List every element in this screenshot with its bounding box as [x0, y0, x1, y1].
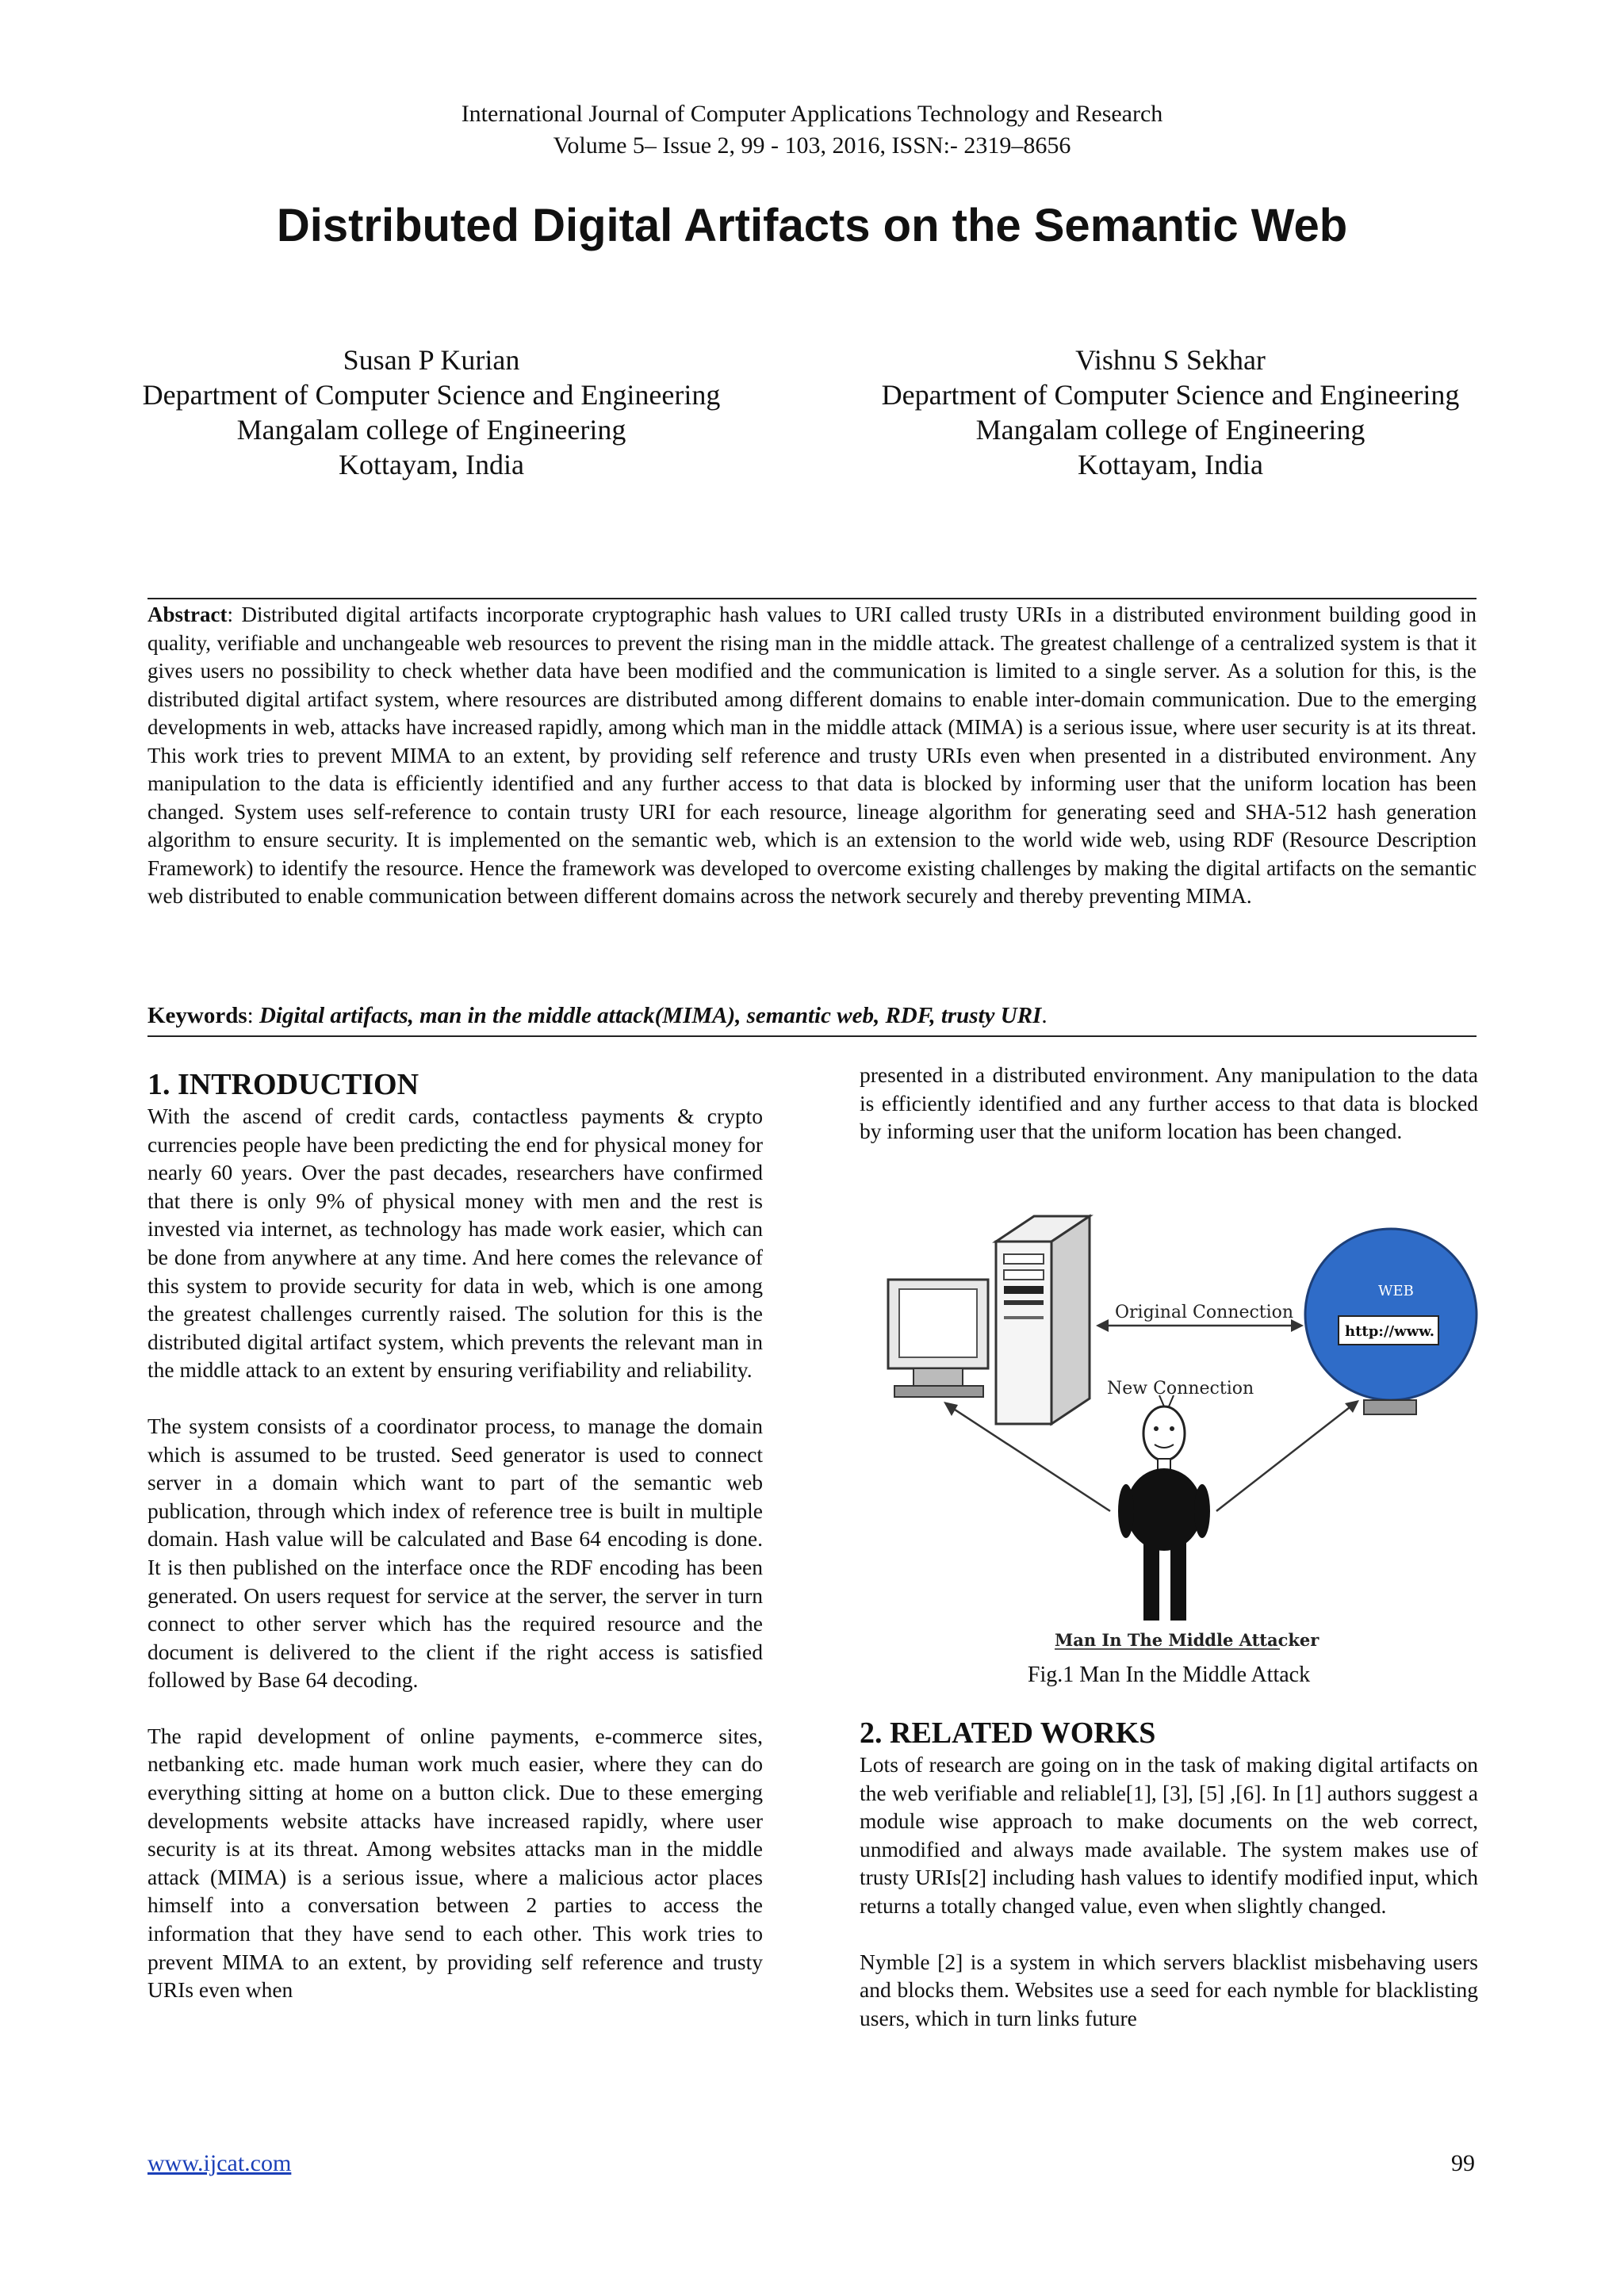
intro-paragraph-3: The rapid development of online payments, e-commerce sites, netbanking etc. made human work much easier, where they can do everything sitting at home on a button click. Due to these emerging developments website attacks have increased rapidly, where user security is at its threat. Among websites attacks man in the middle attack (MIMA) is a serious issue, where a malicious actor places himself into a conversation between 2 parties to access the information that they have send to each other. This work tries to prevent MIMA to an extent, by providing self reference and trusty URIs even when	[147, 1723, 763, 2003]
abstract-text: Distributed digital artifacts incorporate cryptographic hash values to URI called trusty URIs in a distributed environment building good in quality, verifiable and unchangeable web resources to prevent the rising man in the middle attack. The greatest challenge of a centralized system is that it gives users no possibility to check whether data have been modified and the communication is limited to a single server. As a solution for this, is the distributed digital artifact system, where resources are distributed among different domains to enable inter-domain communication. Due to the emerging developments in web, attacks have increased rapidly, among which man in the middle attack (MIMA) is a serious issue, where user security is at its threat. This work tries to prevent MIMA to an extent, by providing self reference and trusty URIs even when presented in a distributed environment. Any manipulation to the data is efficiently identified and any further access to that data is blocked by informing user that the uniform location has been changed. System uses self-reference to contain trusty URI for each resource, lineage algorithm for generating seed and SHA-512 hash generation algorithm to ensure security. It is implemented on the semantic web, which is an extension to the world wide web, using RDF (Resource Description Framework) to identify the resource. Hence the framework was developed to overcome existing challenges by making the digital artifacts on the semantic web distributed to enable communication between different domains across the network securely and thereby preventing MIMA.	[147, 603, 1477, 908]
author-place: Kottayam, India	[1078, 449, 1263, 480]
journal-volume: Volume 5– Issue 2, 99 - 103, 2016, ISSN:- 2319–8656	[553, 132, 1071, 159]
new-connection-label: New Connection	[1107, 1379, 1254, 1399]
keywords-bottom-rule	[147, 1035, 1477, 1037]
related-paragraph-2: Nymble [2] is a system in which servers blacklist misbehaving users and blocks them. Websites use a seed for each nymble for blacklisting users, which in turn links future	[860, 1949, 1478, 2030]
author-name: Susan P Kurian	[343, 344, 520, 376]
attacker-figure-icon	[1118, 1395, 1210, 1621]
author-place: Kottayam, India	[339, 449, 524, 480]
computer-monitor-icon	[888, 1280, 988, 1397]
keywords: Keywords: Digital artifacts, man in the middle attack(MIMA), semantic web, RDF, trusty URI.	[147, 1003, 1048, 1028]
paper-title: Distributed Digital Artifacts on the Semantic Web	[276, 200, 1348, 251]
right-column-top	[860, 1061, 1478, 1146]
page-number: 99	[1451, 2150, 1475, 2176]
related-paragraph-1: Lots of research are going on in the task of making digital artifacts on the web verifiable and reliable[1], [3], [5] ,[6]. In [1] authors suggest a module wise approach to make documents on the web correct, unmodified and always made available. The system makes use of trusty URIs[2] including hash values to identify modified input, which returns a totally changed value, even when slightly changed.	[860, 1752, 1478, 1918]
right-paragraph-1: presented in a distributed environment. Any manipulation to the data is efficiently identified and any further access to that data is blocked by informing user that the uniform location has been changed.	[860, 1062, 1478, 1144]
web-globe-icon	[1305, 1229, 1477, 1414]
abstract: Abstract: Distributed digital artifacts incorporate cryptographic hash values to URI called trusty URIs in a distributed environment building good in quality, verifiable and unchangeable web resources to prevent the rising man in the middle attack. The greatest challenge of a centralized system is that it gives users no possibility to check whether data have been modified and the communication is limited to a single server. As a solution for this, is the distributed digital artifact system, where resources are distributed among different domains to enable inter-domain communication. Due to the emerging developments in web, attacks have increased rapidly, among which man in the middle attack (MIMA) is a serious issue, where user security is at its threat. This work tries to prevent MIMA to an extent, by providing self reference and trusty URIs even when presented in a distributed environment. Any manipulation to the data is efficiently identified and any further access to that data is blocked by informing user that the uniform location has been changed. System uses self-reference to contain trusty URI for each resource, lineage algorithm for generating seed and SHA-512 hash generation algorithm to ensure security. It is implemented on the semantic web, which is an extension to the world wide web, using RDF (Resource Description Framework) to identify the resource. Hence the framework was developed to overcome existing challenges by making the digital artifacts on the semantic web distributed to enable communication between different domains across the network securely and thereby preventing MIMA.	[147, 603, 1477, 908]
server-tower-icon	[996, 1216, 1090, 1424]
url-label: http://www.	[1345, 1323, 1435, 1340]
abstract-top-rule	[147, 598, 1477, 599]
section-heading-introduction: 1. INTRODUCTION	[147, 1068, 419, 1101]
journal-name: International Journal of Computer Applications Technology and Research	[461, 101, 1163, 127]
left-column	[147, 1067, 763, 2004]
author-block-1	[130, 342, 733, 482]
keywords-label: Keywords	[147, 1003, 247, 1028]
author-dept: Department of Computer Science and Engineering	[142, 379, 721, 411]
footer-website-link[interactable]: www.ijcat.com	[147, 2150, 292, 2176]
intro-paragraph-2: The system consists of a coordinator process, to manage the domain which is assumed to be trusted. Seed generator is used to connect server in a domain which want to part of the semantic web publication, through which index of reference tree is built in multiple domain. Hash value will be calculated and Base 64 encoding is done. It is then published on the interface once the RDF encoding has been generated. On users request for service at the server, the server in turn connect to other server which has the required resource and the document is delivered to the client if the right access is satisfied followed by Base 64 decoding.	[147, 1413, 763, 1693]
web-label: WEB	[1378, 1283, 1414, 1299]
author-block-2	[869, 342, 1472, 482]
mima-figure	[864, 1197, 1483, 1654]
author-college: Mangalam college of Engineering	[975, 414, 1365, 446]
author-college: Mangalam college of Engineering	[236, 414, 626, 446]
intro-paragraph-1: With the ascend of credit cards, contactless payments & crypto currencies people have been predicting the end for physical money for nearly 60 years. Over the past decades, researchers have confirmed that there is only 9% of physical money with men and the rest is invested via internet, as technology has made work easier, which can be done from anywhere at any time. And here comes the relevance of this system to provide security for data in web, which is one among the greatest challenges currently raised. The solution for this is the distributed digital artifact system, which prevents the relevant man in the middle attack to an extent by ensuring verifiability and reliability.	[147, 1104, 763, 1383]
original-connection-label: Original Connection	[1115, 1303, 1294, 1322]
figure-caption: Fig.1 Man In the Middle Attack	[1027, 1663, 1311, 1687]
author-dept: Department of Computer Science and Engineering	[881, 379, 1460, 411]
right-column-bottom	[860, 1716, 1478, 2032]
abstract-label: Abstract	[147, 603, 228, 626]
keywords-text: Digital artifacts, man in the middle attack(MIMA), semantic web, RDF, trusty URI	[259, 1003, 1042, 1028]
attacker-label: Man In The Middle Attacker	[1055, 1630, 1320, 1650]
section-heading-related-works: 2. RELATED WORKS	[860, 1716, 1156, 1750]
author-name: Vishnu S Sekhar	[1075, 344, 1266, 376]
journal-header	[0, 98, 1624, 162]
